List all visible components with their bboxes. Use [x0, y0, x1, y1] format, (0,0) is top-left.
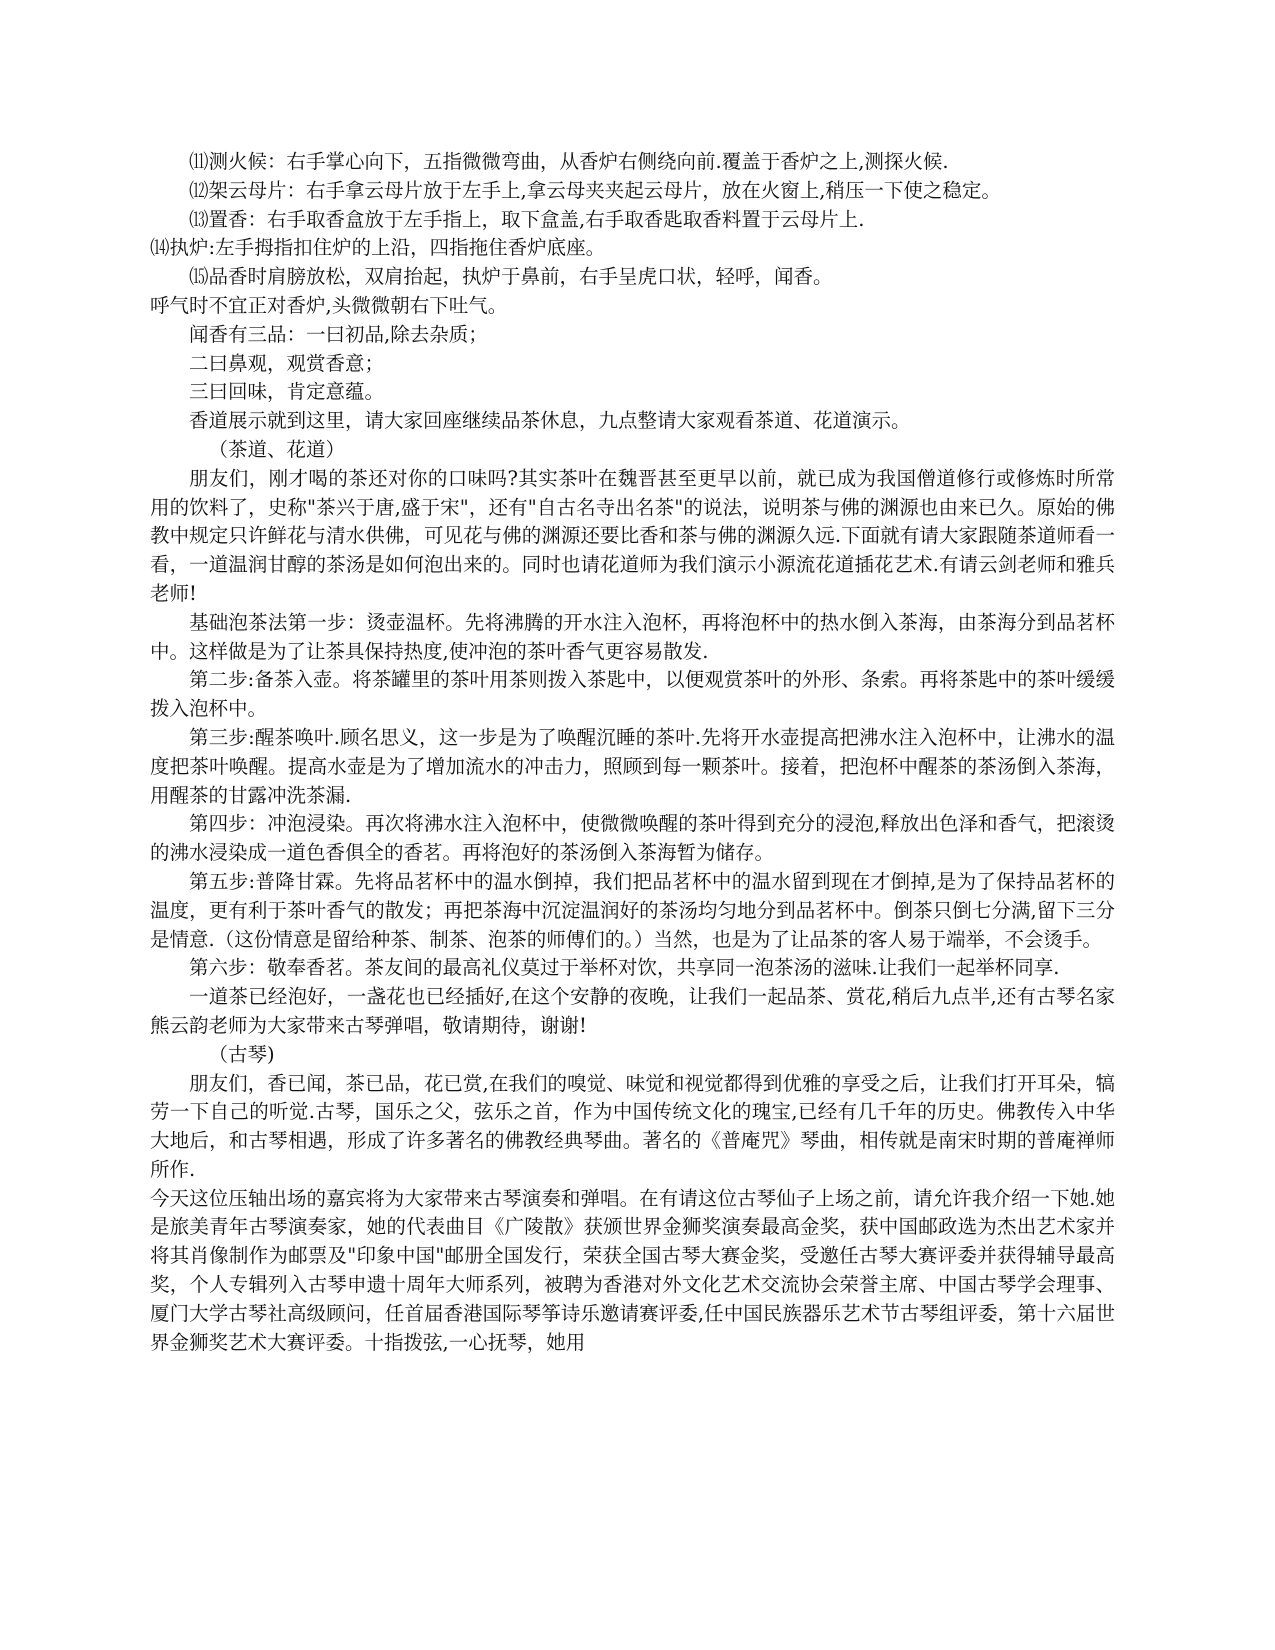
tea-intro-paragraph: 朋友们，刚才喝的茶还对你的口味吗?其实茶叶在魏晋甚至更早以前，就已成为我国僧道修行或修炼时所常用的饮料了，史称"茶兴于唐,盛于宋"，还有"自古名寺出名茶"的说法，说明茶与佛的渊源也由来已久。原始的佛教中规定只许鲜花与清水供佛，可见花与佛的渊源还要比香和茶与佛的渊源久远.下面就有请大家跟随茶道师看一看，一道温润甘醇的茶汤是如何泡出来的。同时也请花道师为我们演示小源流花道插花艺术.有请云剑老师和雅兵老师!: [150, 466, 1115, 605]
document-body: [150, 148, 1115, 1357]
third-grade-paragraph: 三曰回味，肯定意蕴。: [189, 380, 385, 404]
exhale-note-paragraph: 呼气时不宜正对香炉,头微微朝右下吐气。: [150, 293, 508, 317]
tea-step-1-paragraph: 基础泡茶法第一步：烫壶温杯。先将沸腾的开水注入泡杯，再将泡杯中的热水倒入茶海，由茶海分到品茗杯中。这样做是为了让茶具保持热度,使冲泡的茶叶香气更容易散发.: [150, 610, 1115, 663]
step-15-paragraph: ⒂品香时肩膀放松，双肩抬起，执炉于鼻前，右手呈虎口状，轻呼，闻香。: [189, 265, 833, 289]
tea-step-4-paragraph: 第四步：冲泡浸染。再次将沸水注入泡杯中，使微微唤醒的茶叶得到充分的浸泡,释放出色泽和香气，把滚烫的沸水浸染成一道色香俱全的香茗。再将泡好的茶汤倒入茶海暂为储存。: [150, 812, 1115, 865]
tea-closing-paragraph: 一道茶已经泡好，一盏花也已经插好,在这个安静的夜晚，让我们一起品茶、赏花,稍后九点半,还有古琴名家熊云韵老师为大家带来古琴弹唱，敬请期待，谢谢!: [150, 985, 1115, 1037]
tea-step-6-paragraph: 第六步：敬奉香茗。茶友间的最高礼仪莫过于举杯对饮，共享同一泡茶汤的滋味.让我们一起举杯同享.: [189, 956, 1060, 980]
tea-step-3-paragraph: 第三步:醒茶唤叶.顾名思义，这一步是为了唤醒沉睡的茶叶.先将开水壶提高把沸水注入泡杯中，让沸水的温度把茶叶唤醒。提高水壶是为了增加流水的冲击力，照顾到每一颗茶叶。接着，把泡杯中醒茶的茶汤倒入茶海，用醒茶的甘露冲洗茶漏.: [150, 725, 1115, 807]
second-grade-paragraph: 二曰鼻观，观赏香意；: [189, 351, 385, 375]
guqin-intro-paragraph: 朋友们，香已闻，茶已品，花已赏,在我们的嗅觉、味觉和视觉都得到优雅的享受之后，让我们打开耳朵，犒劳一下自己的听觉.古琴，国乐之父，弦乐之首，作为中国传统文化的瑰宝,已经有几千年的历史。佛教传入中华大地后，和古琴相遇，形成了许多著名的佛教经典琴曲。著名的《普庵咒》琴曲，相传就是南宋时期的普庵禅师所作.: [150, 1071, 1115, 1181]
tea-flower-section-heading: （茶道、花道）: [208, 437, 346, 461]
step-14-paragraph: ⒁执炉:左手拇指扣住炉的上沿，四指拖住香炉底座。: [150, 236, 606, 260]
guest-introduction-paragraph: 今天这位压轴出场的嘉宾将为大家带来古琴演奏和弹唱。在有请这位古琴仙子上场之前，请允许我介绍一下她.她是旅美青年古琴演奏家，她的代表曲目《广陵散》获颁世界金狮奖演奏最高金奖，获中国邮政选为杰出艺术家并将其肖像制作为邮票及"印象中国"邮册全国发行，荣获全国古琴大赛金奖，受邀任古琴大赛评委并获得辅导最高奖，个人专辑列入古琴申遗十周年大师系列，被聘为香港对外文化艺术交流协会荣誉主席、中国古琴学会理事、厦门大学古琴社高级顾问，任首届香港国际琴筝诗乐邀请赛评委,任中国民族器乐艺术节古琴组评委，第十六届世界金狮奖艺术大赛评委。十指拨弦,一心抚琴，她用: [150, 1186, 1115, 1354]
step-13-paragraph: ⒀置香：右手取香盒放于左手指上，取下盒盖,右手取香匙取香料置于云母片上.: [189, 207, 865, 231]
guqin-section-heading: （古琴): [208, 1042, 275, 1066]
step-12-paragraph: ⑿架云母片：右手拿云母片放于左手上,拿云母夹夹起云母片，放在火窗上,稍压一下使之稳定。: [189, 178, 1001, 202]
step-11-paragraph: ⑾测火候：右手掌心向下，五指微微弯曲，从香炉右侧绕向前.覆盖于香炉之上,测探火候.: [189, 150, 949, 173]
three-grades-paragraph: 闻香有三品：一曰初品,除去杂质；: [189, 322, 488, 346]
tea-step-5-paragraph: 第五步:普降甘霖。先将品茗杯中的温水倒掉，我们把品茗杯中的温水留到现在才倒掉,是为了保持品茗杯的温度，更有利于茶叶香气的散发；再把茶海中沉淀温润好的茶汤均匀地分到品茗杯中。倒茶只倒七分满,留下三分是情意.（这份情意是留给种茶、制茶、泡茶的师傅们的。）当然，也是为了让品茶的客人易于端举，不会烫手。: [150, 869, 1115, 951]
incense-closing-paragraph: 香道展示就到这里，请大家回座继续品茶休息，九点整请大家观看茶道、花道演示。: [189, 409, 911, 433]
tea-step-2-paragraph: 第二步:备茶入壶。将茶罐里的茶叶用茶则拨入茶匙中，以便观赏茶叶的外形、条索。再将茶匙中的茶叶缓缓拨入泡杯中。: [150, 668, 1115, 721]
